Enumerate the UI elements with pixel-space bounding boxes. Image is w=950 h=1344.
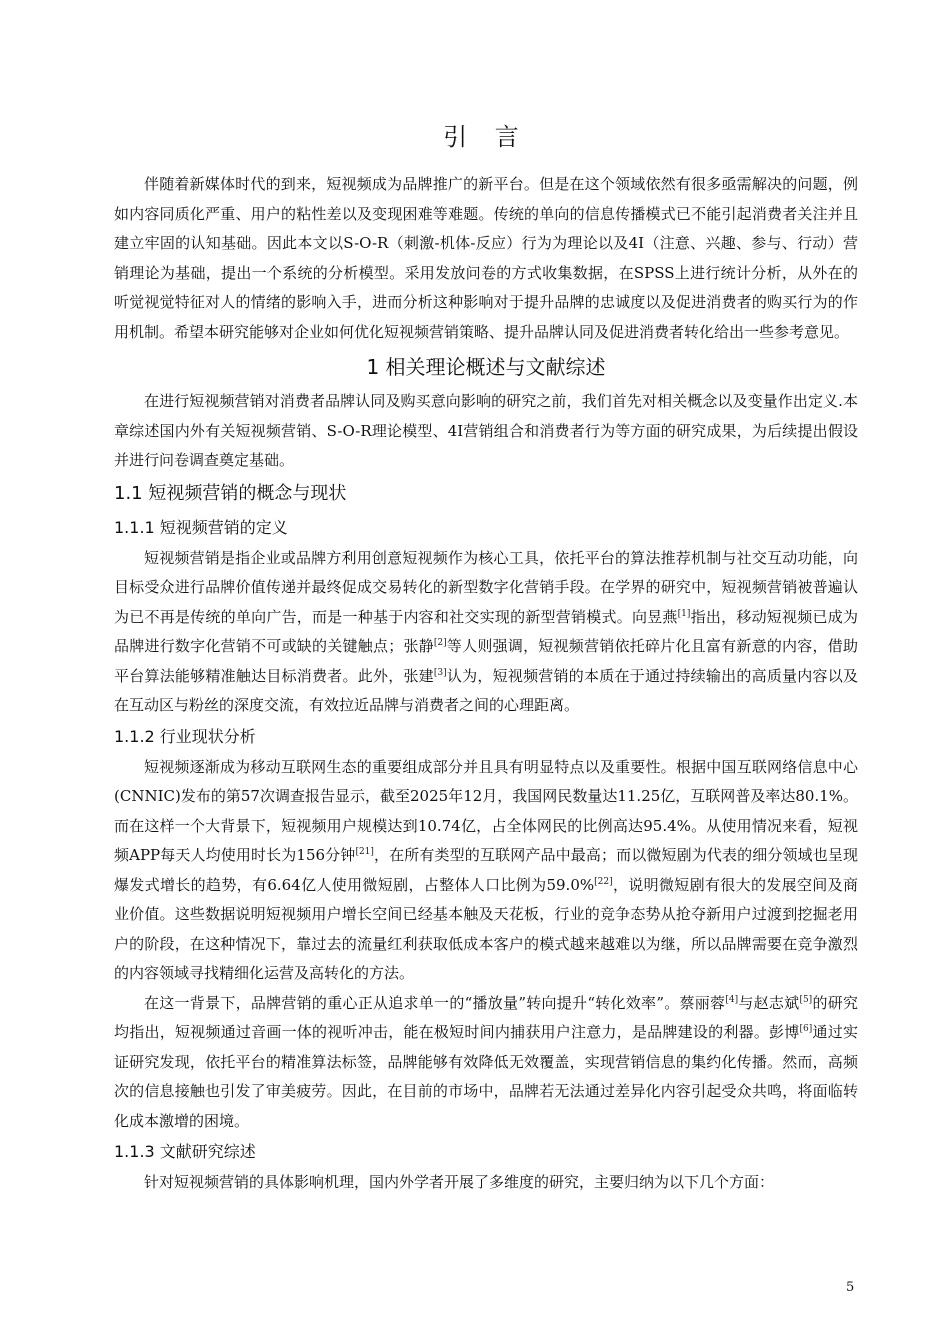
chapter-1-intro-paragraph: 在进行短视频营销对消费者品牌认同及购买意向影响的研究之前，我们首先对相关概念以及变量作出定义.本章综述国内外有关短视频营销、S-O-R理论模型、4I营销组合和消费者行为等方面的研究成果，为后续提出假设并进行问卷调查奠定基础。 (114, 392, 858, 469)
section-1-1-3-heading: 1.1.3 文献研究综述 (114, 1142, 256, 1161)
section-1-1-2-heading: 1.1.2 行业现状分析 (114, 726, 256, 746)
paragraph-text: 短视频逐渐成为移动互联网生态的重要组成部分并且具有明显特点以及重要性。根据中国互联网络信息中心(CNNIC)发布的第57次调查报告显示，截至2025年12月，我国网民数量达11.25亿，互联网普及率达80.1%。而在这样一个大背景下，短视频用户规模达到10.74亿，占全体网民的比例高达95.4%。从使用情况来看，短视频APP每天人均使用时长为156分钟 (114, 757, 858, 864)
definition-paragraph (114, 544, 858, 721)
paragraph-text: 与赵志斌 (738, 993, 800, 1012)
citation-ref: [3] (433, 667, 447, 678)
paragraph-text: 指出，移动短视频已成为品牌进行数字化营销不可或缺的关键触点；张静 (114, 607, 858, 655)
paragraph-text: 等人则强调，短视频营销依托碎片化且富有新意的内容，借助平台算法能够精准触达目标消费者。此外，张建 (114, 637, 858, 685)
citation-ref: [2] (433, 638, 447, 648)
page-number: 5 (846, 1280, 855, 1295)
citation-ref: [1] (677, 608, 691, 619)
citation-ref: [5] (799, 994, 813, 1005)
section-1-1-1-heading: 1.1.1 短视频营销的定义 (114, 517, 288, 537)
paragraph-text: 认为，短视频营销的本质在于通过持续输出的高质量内容以及在互动区与粉丝的深度交流，有效拉近品牌与消费者之间的心理距离。 (114, 666, 858, 714)
paragraph-text: 通过实证研究发现，依托平台的精准算法标签，品牌能够有效降低无效覆盖，实现营销信息的集约化传播。然而，高频次的信息接触也引发了审美疲劳。因此，在目前的市场中，品牌若无法通过差异化内容引起受众共鸣，将面临转化成本激增的困境。 (114, 1023, 858, 1130)
citation-ref: [21] (355, 847, 374, 857)
paragraph-text: 在这一背景下，品牌营销的重心正从追求单一的“播放量”转向提升“转化效率”。蔡丽蓉 (144, 993, 726, 1012)
page-content (114, 112, 858, 1198)
industry-status-paragraph (114, 753, 858, 989)
section-1-1-heading: 1.1 短视频营销的概念与现状 (114, 482, 347, 504)
paragraph-text: 的研究均指出，短视频通过音画一体的视听冲击，能在极短时间内捕获用户注意力，是品牌建设的利器。彭博 (114, 993, 858, 1041)
paragraph-text: ，在所有类型的互联网产品中最高；而以微短剧为代表的细分领域也呈现爆发式增长的趋势，有6.64亿人使用微短剧，占整体人口比例为59.0% (114, 846, 858, 894)
marketing-focus-paragraph (114, 989, 858, 1137)
paragraph-text: ，说明微短剧有很大的发展空间及商业价值。这些数据说明短视频用户增长空间已经基本触及天花板，行业的竞争态势从抢夺新用户过渡到挖掘老用户的阶段，在这种情况下，靠过去的流量红利获取低成本客户的模式越来越难以为继，所以品牌需要在竞争激烈的内容领域寻找精细化运营及高转化的方法。 (114, 875, 858, 982)
citation-ref: [22] (594, 876, 613, 887)
paragraph-text: 短视频营销是指企业或品牌方利用创意短视频作为核心工具，依托平台的算法推荐机制与社交互动功能，向目标受众进行品牌价值传递并最终促成交易转化的新型数字化营销手段。在学界的研究中，短视频营销被普遍认为已不再是传统的单向广告，而是一种基于内容和社交实现的新型营销模式。向昱燕 (114, 548, 858, 626)
citation-ref: [4] (725, 994, 739, 1005)
literature-review-paragraph: 针对短视频营销的具体影响机理，国内外学者开展了多维度的研究，主要归纳为以下几个方面： (144, 1173, 775, 1191)
intro-paragraph: 伴随着新媒体时代的到来，短视频成为品牌推广的新平台。但是在这个领域依然有很多亟需解决的问题，例如内容同质化严重、用户的粘性差以及变现困难等难题。传统的单向的信息传播模式已不能引起消费者关注并且建立牢固的认知基础。因此本文以S-O-R（刺激-机体-反应）行为为理论以及4I（注意、兴趣、参与、行动）营销理论为基础，提出一个系统的分析模型。采用发放问卷的方式收集数据，在SPSS上进行统计分析，从外在的听觉视觉特征对人的情绪的影响入手，进而分析这种影响对于提升品牌的忠诚度以及促进消费者的购买行为的作用机制。希望本研究能够对企业如何优化短视频营销策略、提升品牌认同及促进消费者转化给出一些参考意见。 (114, 175, 858, 341)
citation-ref: [6] (799, 1024, 813, 1034)
chapter-1-heading: 1 相关理论概述与文献综述 (366, 355, 606, 379)
page-title: 引 言 (443, 123, 529, 151)
